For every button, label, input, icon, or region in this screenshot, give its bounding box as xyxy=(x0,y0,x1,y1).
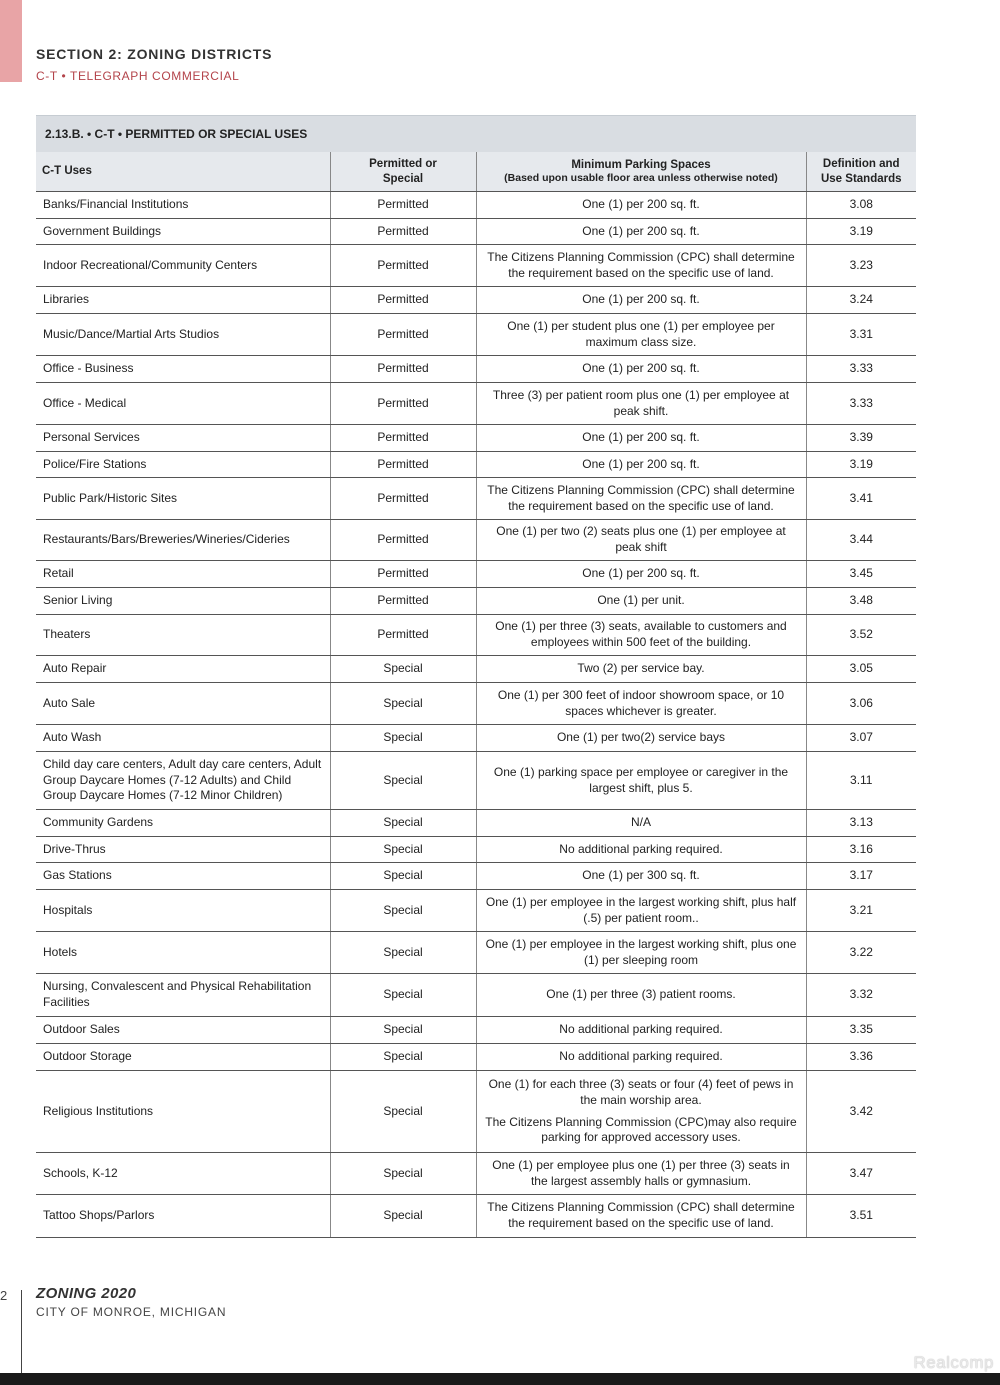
use-name-cell: Public Park/Historic Sites xyxy=(36,478,330,520)
table-row xyxy=(36,837,916,863)
col-header-parking xyxy=(476,152,806,192)
status-cell: Permitted xyxy=(330,452,476,478)
parking-cell: One (1) per employee in the largest working shift, plus half (.5) per patient room.. xyxy=(476,890,806,932)
table-row xyxy=(36,219,916,245)
use-standard-cell: 3.51 xyxy=(806,1195,916,1238)
parking-cell: One (1) per 200 sq. ft. xyxy=(476,561,806,588)
status-cell: Permitted xyxy=(330,314,476,356)
table-row xyxy=(36,1017,916,1044)
section-color-tab xyxy=(0,0,22,82)
table-caption: 2.13.B. • C-T • PERMITTED OR SPECIAL USES xyxy=(36,115,916,152)
section-title: SECTION 2: ZONING DISTRICTS xyxy=(36,46,273,62)
use-standard-cell: 3.13 xyxy=(806,810,916,837)
use-standard-cell: 3.41 xyxy=(806,478,916,520)
use-standard-cell: 3.33 xyxy=(806,383,916,425)
status-cell: Special xyxy=(330,683,476,725)
uses-table xyxy=(36,152,916,1238)
use-standard-cell: 3.06 xyxy=(806,683,916,725)
status-cell: Permitted xyxy=(330,588,476,615)
use-name-cell: Government Buildings xyxy=(36,219,330,245)
use-name-cell: Gas Stations xyxy=(36,863,330,890)
watermark: Realcomp xyxy=(913,1353,994,1372)
table-row xyxy=(36,615,916,656)
parking-cell: One (1) per three (3) seats, available to customers and employees within 500 feet of the building. xyxy=(476,615,806,656)
parking-cell: One (1) per three (3) patient rooms. xyxy=(476,974,806,1017)
table-row xyxy=(36,1071,916,1153)
parking-cell: One (1) per 200 sq. ft. xyxy=(476,219,806,245)
table-row xyxy=(36,245,916,287)
use-name-cell: Nursing, Convalescent and Physical Rehabilitation Facilities xyxy=(36,974,330,1017)
use-name-cell: Indoor Recreational/Community Centers xyxy=(36,245,330,287)
parking-text: One (1) for each three (3) seats or four (4) feet of pews in the main worship area. xyxy=(488,1077,794,1107)
use-standard-cell: 3.48 xyxy=(806,588,916,615)
table-row xyxy=(36,1044,916,1071)
page-footer xyxy=(36,1285,226,1319)
use-standard-cell: 3.47 xyxy=(806,1153,916,1195)
parking-cell: One (1) per 200 sq. ft. xyxy=(476,287,806,314)
table-row xyxy=(36,314,916,356)
parking-cell: One (1) per employee in the largest working shift, plus one (1) per sleeping room xyxy=(476,932,806,974)
use-name-cell: Banks/Financial Institutions xyxy=(36,192,330,219)
table-row xyxy=(36,932,916,974)
use-name-cell: Hospitals xyxy=(36,890,330,932)
table-row xyxy=(36,561,916,588)
col-header-parking-line2: (Based upon usable floor area unless otherwise noted) xyxy=(504,172,778,185)
use-standard-cell: 3.19 xyxy=(806,219,916,245)
parking-cell: No additional parking required. xyxy=(476,1017,806,1044)
parking-cell: One (1) per 200 sq. ft. xyxy=(476,356,806,383)
use-standard-cell: 3.07 xyxy=(806,725,916,752)
use-standard-cell: 3.05 xyxy=(806,656,916,683)
status-cell: Special xyxy=(330,863,476,890)
use-standard-cell: 3.42 xyxy=(806,1071,916,1153)
parking-cell: No additional parking required. xyxy=(476,1044,806,1071)
parking-cell: One (1) per student plus one (1) per employee per maximum class size. xyxy=(476,314,806,356)
table-row xyxy=(36,863,916,890)
status-cell: Special xyxy=(330,810,476,837)
table-row xyxy=(36,478,916,520)
col-header-definition-line1: Definition and xyxy=(822,158,900,171)
table-row xyxy=(36,1195,916,1238)
table-row xyxy=(36,356,916,383)
use-name-cell: Outdoor Sales xyxy=(36,1017,330,1044)
table-row xyxy=(36,520,916,561)
uses-table-container xyxy=(36,115,916,1238)
use-name-cell: Retail xyxy=(36,561,330,588)
table-row xyxy=(36,890,916,932)
parking-cell: One (1) parking space per employee or caregiver in the largest shift, plus 5. xyxy=(476,752,806,810)
col-header-permitted xyxy=(330,152,476,192)
col-header-definition-line2: Use Standards xyxy=(820,172,902,185)
use-standard-cell: 3.08 xyxy=(806,192,916,219)
use-name-cell: Office - Medical xyxy=(36,383,330,425)
footer-divider xyxy=(21,1290,22,1375)
status-cell: Permitted xyxy=(330,287,476,314)
use-standard-cell: 3.36 xyxy=(806,1044,916,1071)
col-header-permitted-line1: Permitted or xyxy=(369,158,437,171)
use-name-cell: Tattoo Shops/Parlors xyxy=(36,1195,330,1238)
table-row xyxy=(36,452,916,478)
page-number: 2 xyxy=(0,1288,8,1303)
status-cell: Special xyxy=(330,752,476,810)
page-header xyxy=(36,46,272,83)
status-cell: Special xyxy=(330,1195,476,1238)
use-standard-cell: 3.11 xyxy=(806,752,916,810)
use-standard-cell: 3.31 xyxy=(806,314,916,356)
table-row xyxy=(36,192,916,219)
status-cell: Special xyxy=(330,974,476,1017)
use-standard-cell: 3.24 xyxy=(806,287,916,314)
use-name-cell: Hotels xyxy=(36,932,330,974)
parking-cell: One (1) per two (2) seats plus one (1) per employee at peak shift xyxy=(476,520,806,561)
parking-cell: No additional parking required. xyxy=(476,837,806,863)
status-cell: Permitted xyxy=(330,192,476,219)
use-standard-cell: 3.33 xyxy=(806,356,916,383)
parking-cell: One (1) per employee plus one (1) per three (3) seats in the largest assembly halls or gymnasium. xyxy=(476,1153,806,1195)
parking-text-secondary: The Citizens Planning Commission (CPC)may also require parking for approved accessory uses. xyxy=(485,1114,797,1145)
status-cell: Special xyxy=(330,656,476,683)
use-name-cell: Auto Repair xyxy=(36,656,330,683)
parking-cell: N/A xyxy=(476,810,806,837)
use-standard-cell: 3.19 xyxy=(806,452,916,478)
status-cell: Special xyxy=(330,837,476,863)
use-standard-cell: 3.45 xyxy=(806,561,916,588)
use-standard-cell: 3.44 xyxy=(806,520,916,561)
parking-cell: One (1) per unit. xyxy=(476,588,806,615)
col-header-parking-line1: Minimum Parking Spaces xyxy=(571,158,711,171)
status-cell: Permitted xyxy=(330,383,476,425)
use-name-cell: Music/Dance/Martial Arts Studios xyxy=(36,314,330,356)
parking-cell: One (1) per 200 sq. ft. xyxy=(476,192,806,219)
status-cell: Permitted xyxy=(330,219,476,245)
status-cell: Special xyxy=(330,890,476,932)
use-standard-cell: 3.23 xyxy=(806,245,916,287)
use-name-cell: Outdoor Storage xyxy=(36,1044,330,1071)
use-name-cell: Police/Fire Stations xyxy=(36,452,330,478)
status-cell: Special xyxy=(330,1017,476,1044)
parking-cell: Three (3) per patient room plus one (1) per employee at peak shift. xyxy=(476,383,806,425)
use-standard-cell: 3.35 xyxy=(806,1017,916,1044)
table-row xyxy=(36,588,916,615)
table-row xyxy=(36,1153,916,1195)
use-name-cell: Child day care centers, Adult day care centers, Adult Group Daycare Homes (7-12 Adults) and Child Group Daycare Homes (7-12 Minor Children) xyxy=(36,752,330,810)
use-name-cell: Senior Living xyxy=(36,588,330,615)
parking-cell: One (1) per 200 sq. ft. xyxy=(476,425,806,452)
col-header-uses: C-T Uses xyxy=(36,152,330,192)
status-cell: Permitted xyxy=(330,615,476,656)
footer-title: ZONING 2020 xyxy=(36,1285,137,1302)
table-row xyxy=(36,383,916,425)
status-cell: Special xyxy=(330,725,476,752)
col-header-definition xyxy=(806,152,916,192)
use-name-cell: Auto Wash xyxy=(36,725,330,752)
status-cell: Special xyxy=(330,1044,476,1071)
table-row xyxy=(36,425,916,452)
use-standard-cell: 3.32 xyxy=(806,974,916,1017)
use-name-cell: Drive-Thrus xyxy=(36,837,330,863)
use-standard-cell: 3.16 xyxy=(806,837,916,863)
use-standard-cell: 3.22 xyxy=(806,932,916,974)
use-standard-cell: 3.39 xyxy=(806,425,916,452)
status-cell: Permitted xyxy=(330,356,476,383)
status-cell: Permitted xyxy=(330,478,476,520)
parking-cell: The Citizens Planning Commission (CPC) shall determine the requirement based on the specific use of land. xyxy=(476,478,806,520)
use-name-cell: Libraries xyxy=(36,287,330,314)
use-standard-cell: 3.17 xyxy=(806,863,916,890)
parking-cell: Two (2) per service bay. xyxy=(476,656,806,683)
status-cell: Special xyxy=(330,932,476,974)
table-row xyxy=(36,974,916,1017)
parking-cell: One (1) per 300 sq. ft. xyxy=(476,863,806,890)
use-name-cell: Schools, K-12 xyxy=(36,1153,330,1195)
use-name-cell: Community Gardens xyxy=(36,810,330,837)
use-name-cell: Restaurants/Bars/Breweries/Wineries/Cideries xyxy=(36,520,330,561)
parking-cell: One (1) per two(2) service bays xyxy=(476,725,806,752)
table-row xyxy=(36,810,916,837)
parking-cell: The Citizens Planning Commission (CPC) shall determine the requirement based on the specific use of land. xyxy=(476,1195,806,1238)
table-row xyxy=(36,683,916,725)
status-cell: Permitted xyxy=(330,561,476,588)
use-name-cell: Office - Business xyxy=(36,356,330,383)
bottom-bar xyxy=(0,1373,1000,1385)
status-cell: Permitted xyxy=(330,245,476,287)
status-cell: Special xyxy=(330,1071,476,1153)
use-standard-cell: 3.52 xyxy=(806,615,916,656)
use-name-cell: Auto Sale xyxy=(36,683,330,725)
table-header-row xyxy=(36,152,916,192)
parking-cell xyxy=(476,1071,806,1153)
table-row xyxy=(36,287,916,314)
parking-cell: One (1) per 300 feet of indoor showroom space, or 10 spaces whichever is greater. xyxy=(476,683,806,725)
footer-subtitle: CITY OF MONROE, MICHIGAN xyxy=(36,1305,227,1319)
use-name-cell: Religious Institutions xyxy=(36,1071,330,1153)
status-cell: Special xyxy=(330,1153,476,1195)
use-name-cell: Personal Services xyxy=(36,425,330,452)
table-row xyxy=(36,752,916,810)
table-row xyxy=(36,725,916,752)
use-standard-cell: 3.21 xyxy=(806,890,916,932)
section-subtitle: C-T • TELEGRAPH COMMERCIAL xyxy=(36,69,240,83)
status-cell: Permitted xyxy=(330,520,476,561)
parking-cell: The Citizens Planning Commission (CPC) shall determine the requirement based on the specific use of land. xyxy=(476,245,806,287)
col-header-permitted-line2: Special xyxy=(382,172,424,185)
status-cell: Permitted xyxy=(330,425,476,452)
parking-cell: One (1) per 200 sq. ft. xyxy=(476,452,806,478)
use-name-cell: Theaters xyxy=(36,615,330,656)
table-row xyxy=(36,656,916,683)
